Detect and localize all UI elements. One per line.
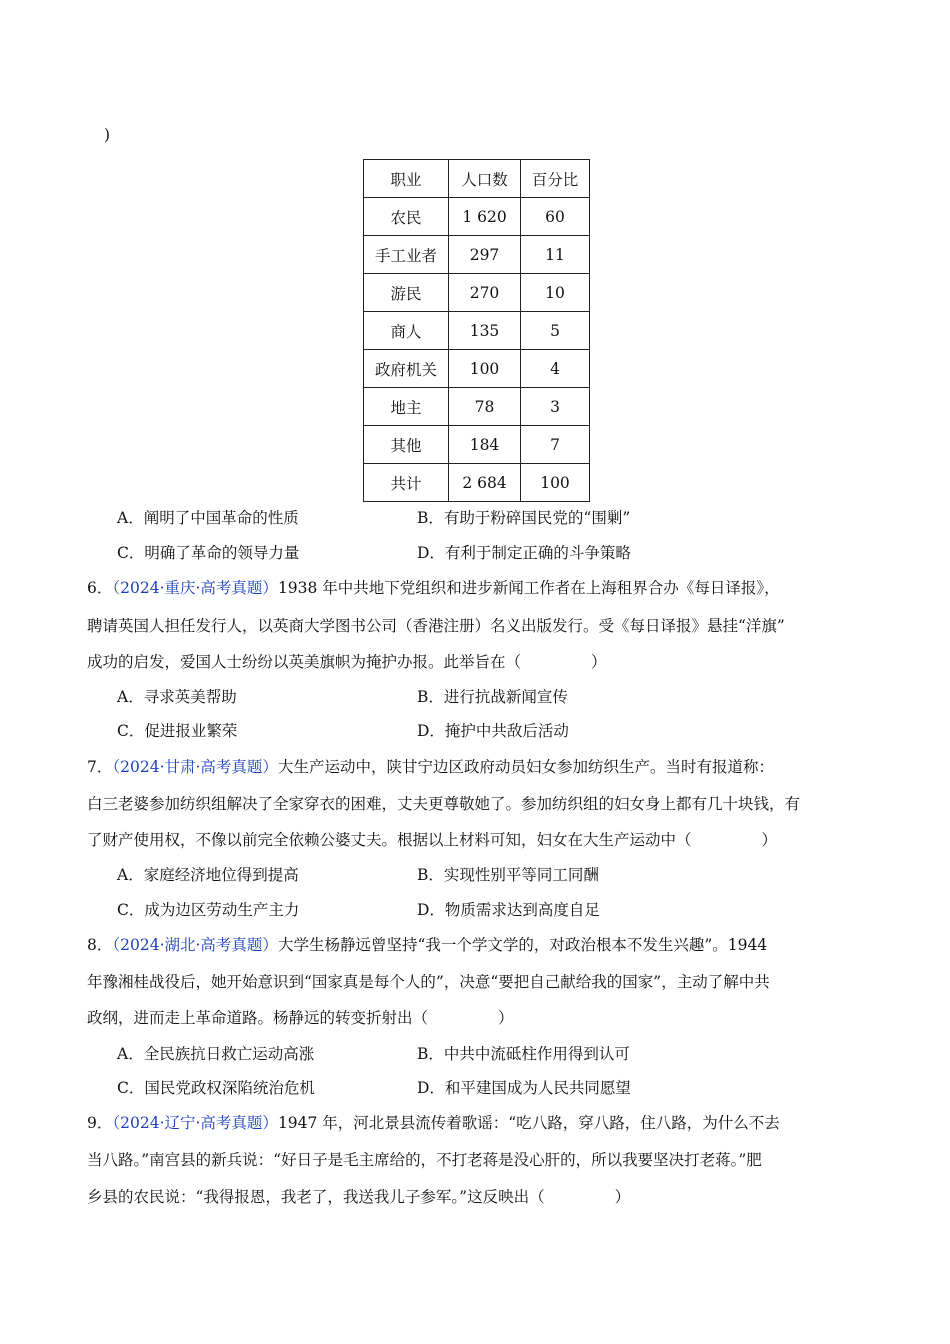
q6-text: 1938 年中共地下党组织和进步新闻工作者在上海租界合办《每日译报》，: [277, 579, 780, 597]
q8-stem-line-1: [87, 933, 767, 955]
q6-close-paren: ）: [591, 653, 607, 671]
table-cell: 2 684: [449, 464, 521, 502]
table-row: [364, 312, 590, 350]
q7-option-c: C．成为边区劳动生产主力: [117, 901, 300, 919]
q6-stem-line-1: [87, 576, 780, 598]
table-cell: 手工业者: [364, 236, 449, 274]
q6-number: 6．: [87, 579, 113, 597]
table-cell: 7: [521, 426, 590, 464]
q5-option-c: C．明确了革命的领导力量: [117, 544, 300, 562]
table-cell: 3: [521, 388, 590, 426]
q6-option-b: B．进行抗战新闻宣传: [417, 688, 568, 706]
q8-close-paren: ）: [498, 1009, 514, 1027]
table-header-cell: 人口数: [449, 160, 521, 198]
table-cell: 184: [449, 426, 521, 464]
q6-option-c: C．促进报业繁荣: [117, 722, 238, 740]
table-cell: 297: [449, 236, 521, 274]
table-cell: 4: [521, 350, 590, 388]
q8-number: 8．: [87, 936, 113, 954]
q8-option-b: B．中共中流砥柱作用得到认可: [417, 1045, 630, 1063]
q7-option-a: A．家庭经济地位得到提高: [117, 866, 299, 884]
q9-close-paren: ）: [614, 1188, 631, 1206]
table-cell: 135: [449, 312, 521, 350]
table-cell: 农民: [364, 198, 449, 236]
table-row: [364, 236, 590, 274]
q7-option-d: D．物质需求达到高度自足: [417, 901, 600, 919]
q9-source-tag: （2024·辽宁·高考真题）: [112, 1114, 278, 1132]
table-row: [364, 274, 590, 312]
table-row: [364, 350, 590, 388]
q5-option-a: A．阐明了中国革命的性质: [117, 509, 299, 527]
table-row: [364, 388, 590, 426]
q9-stem-line-2: 当八路。”南宫县的新兵说：“好日子是毛主席给的，不打老蒋是没心肝的，所以我要坚决打老蒋。”肥: [87, 1151, 762, 1169]
occupation-population-table: [363, 159, 590, 502]
q8-option-c: C．国民党政权深陷统治危机: [117, 1079, 315, 1097]
q6-stem-line-2: 聘请英国人担任发行人，以英商大学图书公司（香港注册）名义出版发行。受《每日译报》悬挂“洋旗”: [87, 617, 785, 635]
q9-text: 乡县的农民说：“我得报恩，我老了，我送我儿子参军。”这反映出（: [87, 1188, 545, 1206]
previous-question-closing-paren: ): [104, 126, 111, 144]
table-row: [364, 464, 590, 502]
table-cell: 5: [521, 312, 590, 350]
table-cell: 270: [449, 274, 521, 312]
q7-stem-line-1: [87, 755, 774, 777]
q7-option-b: B．实现性别平等同工同酬: [417, 866, 599, 884]
q9-stem-line-3: [87, 1185, 630, 1207]
q7-source-tag: （2024·甘肃·高考真题）: [112, 758, 278, 776]
q6-option-a: A．寻求英美帮助: [117, 688, 237, 706]
q5-option-d: D．有利于制定正确的斗争策略: [417, 544, 631, 562]
q7-text: 大生产运动中，陕甘宁边区政府动员妇女参加纺织生产。当时有报道称：: [277, 758, 774, 776]
table-cell: 11: [521, 236, 590, 274]
table-row: [364, 426, 590, 464]
q8-stem-line-2: 年豫湘桂战役后，她开始意识到“国家真是每个人的”，决意“要把自己献给我的国家”，主动了解中共: [87, 973, 770, 991]
q6-text: 成功的启发，爱国人士纷纷以英美旗帜为掩护办报。此举旨在（: [87, 653, 522, 671]
table-cell: 60: [521, 198, 590, 236]
q6-stem-line-3: [87, 650, 607, 672]
table-cell: 其他: [364, 426, 449, 464]
table-cell: 共计: [364, 464, 449, 502]
table-cell: 政府机关: [364, 350, 449, 388]
table-cell: 商人: [364, 312, 449, 350]
table-cell: 10: [521, 274, 590, 312]
table-cell: 100: [521, 464, 590, 502]
table-header-cell: 职业: [364, 160, 449, 198]
table-cell: 100: [449, 350, 521, 388]
q8-option-a: A．全民族抗日救亡运动高涨: [117, 1045, 315, 1063]
table-header-row: [364, 160, 590, 198]
q7-number: 7．: [87, 758, 113, 776]
q7-text: 了财产使用权，不像以前完全依赖公婆丈夫。根据以上材料可知，妇女在大生产运动中（: [87, 831, 692, 849]
q8-stem-line-3: [87, 1006, 514, 1028]
q8-option-d: D．和平建国成为人民共同愿望: [417, 1079, 631, 1097]
table-row: [364, 198, 590, 236]
table-cell: 1 620: [449, 198, 521, 236]
table-header-cell: 百分比: [521, 160, 590, 198]
q8-source-tag: （2024·湖北·高考真题）: [112, 936, 278, 954]
table-cell: 78: [449, 388, 521, 426]
q6-option-d: D．掩护中共敌后活动: [417, 722, 569, 740]
q7-close-paren: ）: [761, 831, 778, 849]
table-cell: 地主: [364, 388, 449, 426]
q9-stem-line-1: [87, 1111, 780, 1133]
q6-source-tag: （2024·重庆·高考真题）: [112, 579, 278, 597]
q9-text: 1947 年，河北景县流传着歌谣：“吃八路，穿八路，住八路，为什么不去: [277, 1114, 780, 1132]
q5-option-b: B．有助于粉碎国民党的“围剿”: [417, 509, 631, 527]
q7-stem-line-2: 白三老婆参加纺织组解决了全家穿衣的困难，丈夫更尊敬她了。参加纺织组的妇女身上都有几十块钱，有: [87, 795, 801, 813]
table-cell: 游民: [364, 274, 449, 312]
q8-text: 政纲，进而走上革命道路。杨静远的转变折射出（: [87, 1009, 429, 1027]
q7-stem-line-3: [87, 828, 777, 850]
q8-text: 大学生杨静远曾坚持“我一个学文学的，对政治根本不发生兴趣”。1944: [277, 936, 768, 954]
q9-number: 9．: [87, 1114, 113, 1132]
